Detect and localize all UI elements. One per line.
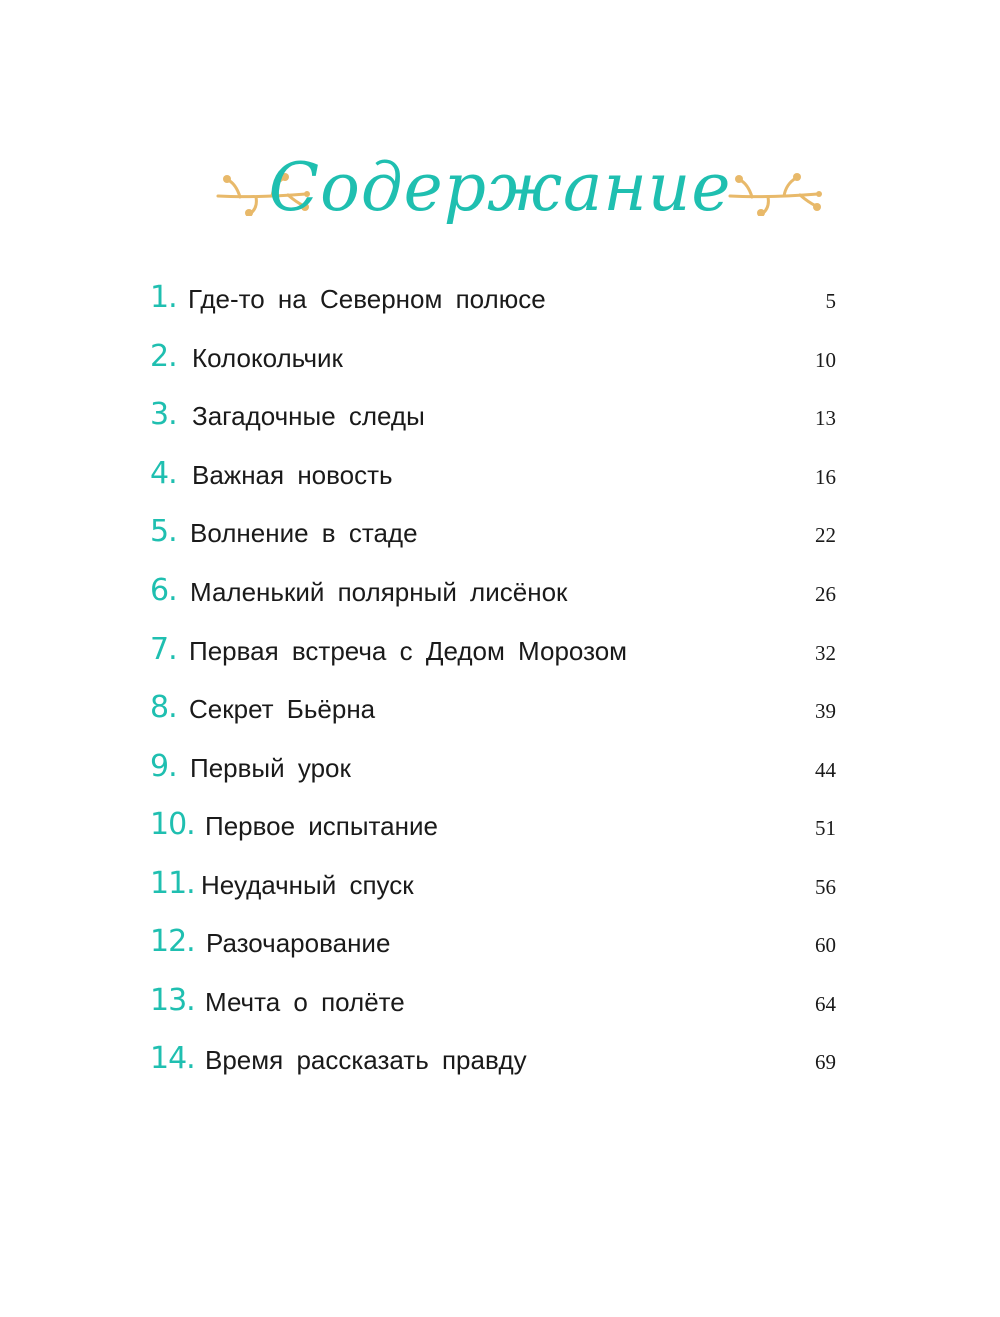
chapter-title: Первое испытание <box>205 811 438 841</box>
chapter-number: 2. <box>150 339 177 374</box>
toc-entry[interactable] <box>0 452 1000 502</box>
chapter-number: 3. <box>150 397 177 432</box>
chapter-number: 9. <box>150 749 177 784</box>
page-number: 60 <box>815 933 836 957</box>
page-number: 32 <box>815 641 836 665</box>
toc-entry[interactable] <box>0 510 1000 560</box>
chapter-title: Время рассказать правду <box>205 1045 527 1075</box>
chapter-title: Первый урок <box>190 753 351 783</box>
toc-entry[interactable] <box>0 686 1000 736</box>
page-title: Содержание <box>268 149 732 226</box>
page-number: 39 <box>815 699 836 723</box>
page-number: 56 <box>815 875 836 899</box>
page-number: 26 <box>815 582 836 606</box>
toc-entry[interactable] <box>0 979 1000 1029</box>
toc-entry[interactable] <box>0 628 1000 678</box>
chapter-number: 7. <box>150 632 177 667</box>
page-number: 51 <box>815 816 836 840</box>
chapter-title: Разочарование <box>206 928 391 958</box>
toc-entry[interactable] <box>0 862 1000 912</box>
chapter-number: 1. <box>150 280 177 315</box>
chapter-number: 5. <box>150 514 177 549</box>
toc-entry[interactable] <box>0 745 1000 795</box>
chapter-title: Колокольчик <box>192 343 343 373</box>
toc-entry[interactable] <box>0 569 1000 619</box>
page-number: 10 <box>815 348 836 372</box>
title-row <box>0 148 1000 238</box>
chapter-title: Важная новость <box>192 460 393 490</box>
chapter-title: Волнение в стаде <box>190 518 418 548</box>
page-number: 69 <box>815 1050 836 1074</box>
chapter-title: Мечта о полёте <box>205 987 405 1017</box>
chapter-title: Где-то на Северном полюсе <box>188 284 546 314</box>
sprig-ornament-icon <box>726 170 822 216</box>
toc-entry[interactable] <box>0 803 1000 853</box>
page-number: 13 <box>815 406 836 430</box>
page-number: 64 <box>815 992 836 1016</box>
page-number: 5 <box>825 289 836 313</box>
chapter-number: 13. <box>150 983 195 1018</box>
toc-entry[interactable] <box>0 1037 1000 1087</box>
chapter-number: 11. <box>150 866 195 901</box>
chapter-title: Первая встреча с Дедом Морозом <box>189 636 628 666</box>
toc-entry[interactable] <box>0 276 1000 326</box>
chapter-title: Секрет Бьёрна <box>189 694 376 724</box>
chapter-title: Маленький полярный лисёнок <box>190 577 568 607</box>
chapter-number: 12. <box>150 924 195 959</box>
toc-entry[interactable] <box>0 335 1000 385</box>
page-number: 44 <box>815 758 836 782</box>
chapter-number: 6. <box>150 573 177 608</box>
chapter-number: 10. <box>150 807 195 842</box>
chapter-number: 14. <box>150 1041 195 1076</box>
toc-entry[interactable] <box>0 393 1000 443</box>
toc-entry[interactable] <box>0 920 1000 970</box>
page-number: 22 <box>815 523 836 547</box>
chapter-number: 4. <box>150 456 177 491</box>
chapter-title: Загадочные следы <box>192 401 425 431</box>
page-number: 16 <box>815 465 836 489</box>
chapter-title: Неудачный спуск <box>201 870 414 900</box>
chapter-number: 8. <box>150 690 177 725</box>
